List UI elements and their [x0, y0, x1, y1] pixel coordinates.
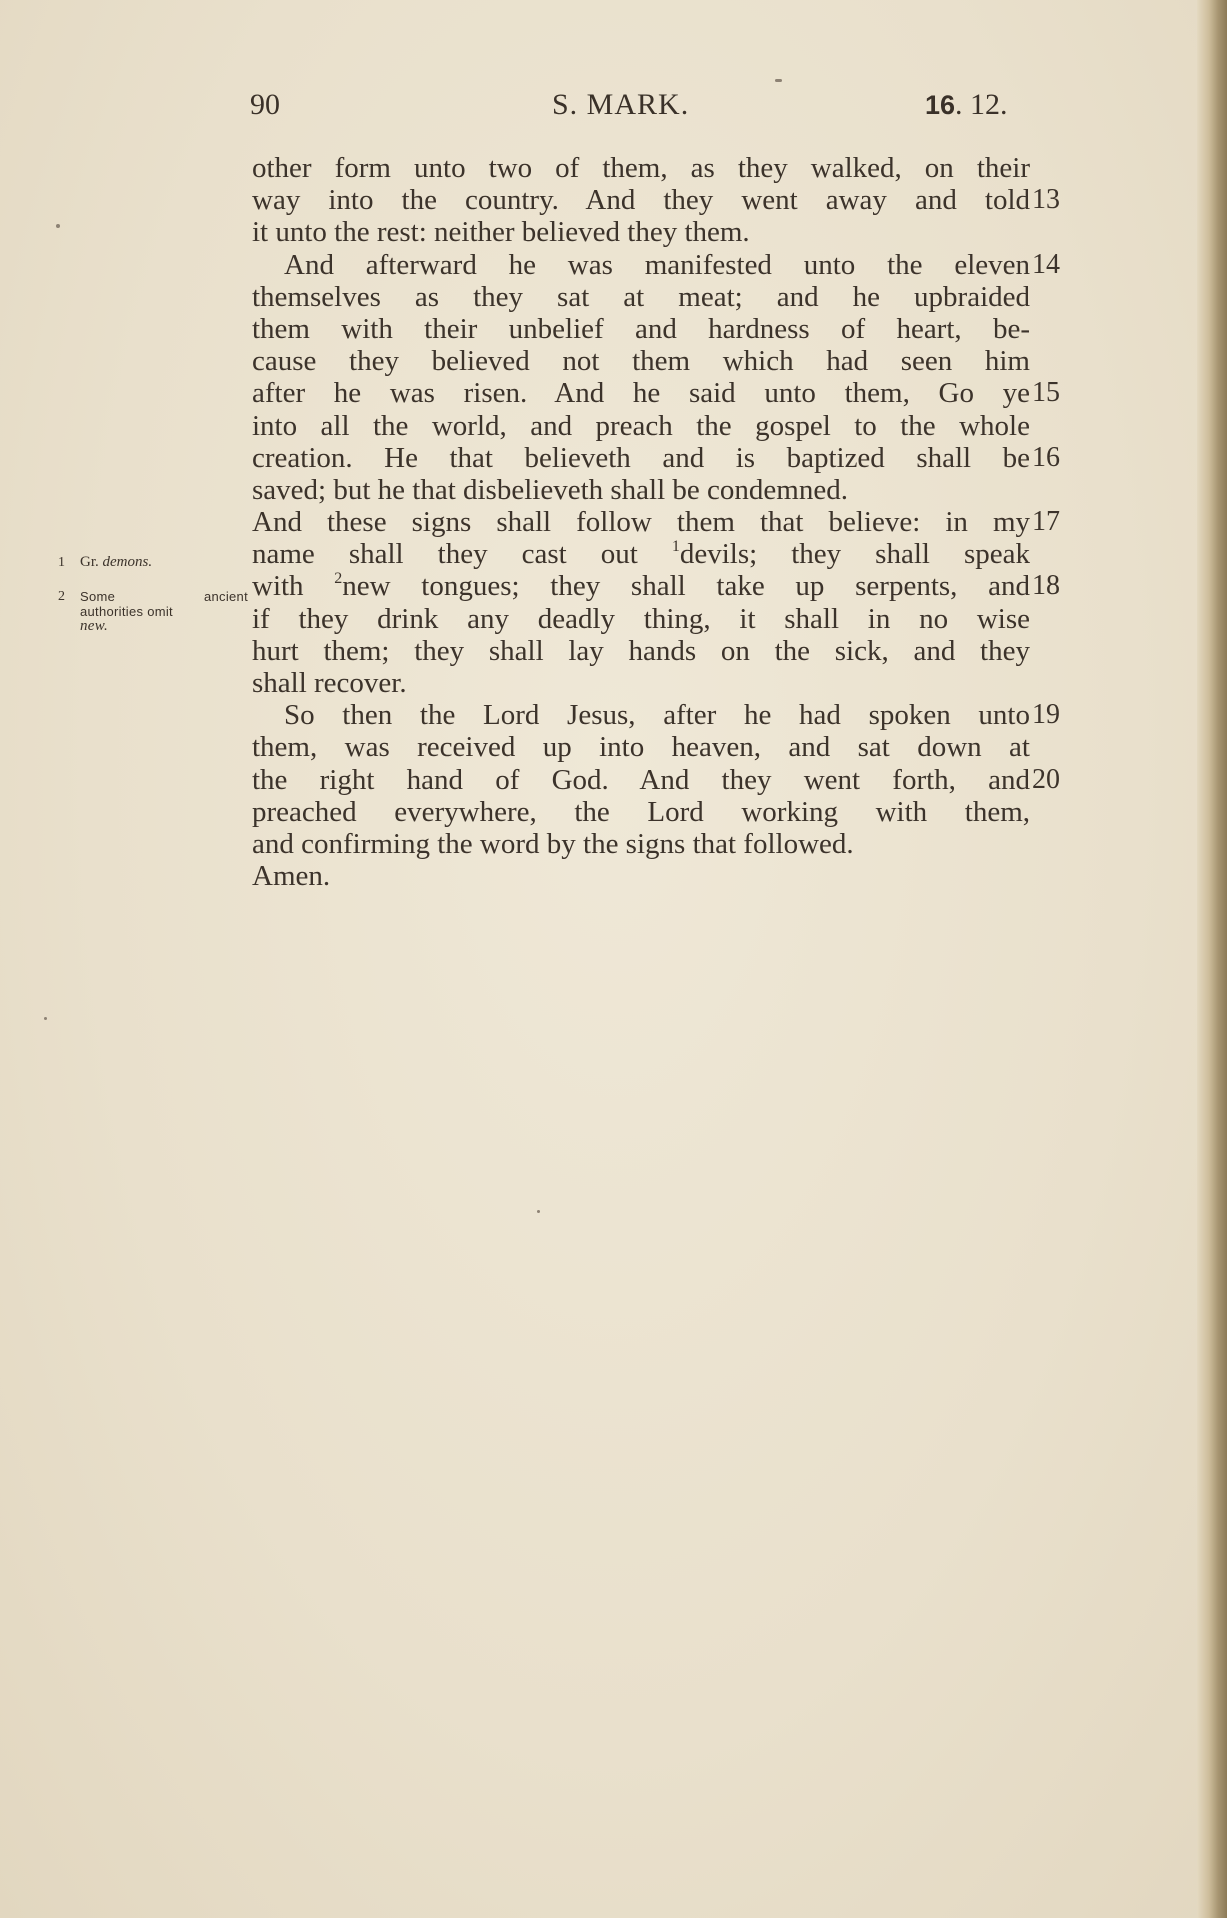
line-text: preached everywhere, the Lord working with them, — [252, 795, 1030, 828]
text-line — [252, 635, 1032, 667]
line-text: themselves as they sat at meat; and he upbraided — [252, 280, 1030, 313]
margin-note-1 — [58, 555, 248, 589]
line-text — [252, 570, 1030, 602]
line-text: cause they believed not them which had seen him — [252, 345, 1030, 378]
paper-fleck — [56, 224, 60, 228]
text-line — [252, 441, 1060, 474]
running-header — [240, 88, 1040, 128]
verse-number: 18 — [1032, 570, 1060, 602]
paper-fleck — [537, 1210, 540, 1213]
line-text: after he was risen. And he said unto them, Go ye — [252, 377, 1030, 410]
margin-note-line: Some ancient — [80, 589, 248, 604]
margin-note-italic: new. — [80, 618, 108, 634]
margin-note-italic: demons. — [102, 554, 153, 570]
line-text: it unto the rest: neither believed they them. — [252, 216, 750, 249]
text-line — [252, 603, 1032, 635]
margin-note-number: 1 — [58, 555, 65, 570]
verse-number: 20 — [1032, 763, 1060, 795]
margin-notes — [58, 555, 248, 649]
text-line — [252, 152, 1032, 184]
paper-fleck — [775, 79, 782, 82]
margin-note-text: Gr. — [80, 554, 103, 570]
margin-note-number: 2 — [58, 589, 65, 604]
line-text-part: devils; they shall speak — [679, 538, 1030, 571]
text-line — [252, 345, 1032, 377]
verse-number: 16 — [1032, 441, 1060, 473]
line-text: the right hand of God. And they went forth, and — [252, 763, 1030, 796]
text-line — [252, 763, 1060, 796]
line-text: hurt them; they shall lay hands on the sick, and they — [252, 634, 1030, 667]
text-line — [252, 248, 1060, 281]
text-line — [252, 377, 1060, 410]
verse-number: 14 — [1032, 248, 1060, 280]
margin-note-line: authorities omit — [80, 604, 173, 619]
line-text: them, was received up into heaven, and sat down at — [252, 731, 1030, 764]
line-text: other form unto two of them, as they walked, on their — [252, 152, 1030, 184]
margin-note-2 — [58, 589, 248, 649]
footnote-marker: 2 — [334, 570, 343, 588]
text-line — [252, 796, 1032, 828]
text-line — [252, 860, 1032, 892]
line-text: if they drink any deadly thing, it shall in no wise — [252, 602, 1030, 635]
line-text: And afterward he was manifested unto the eleven — [284, 248, 1030, 281]
text-line — [252, 184, 1060, 217]
text-line — [252, 667, 1032, 699]
text-line — [252, 570, 1060, 603]
footnote-marker: 1 — [671, 538, 680, 556]
line-text: them with their unbelief and hardness of heart, be- — [252, 312, 1030, 345]
text-line — [252, 538, 1032, 570]
text-line — [252, 474, 1032, 506]
page-number: 90 — [250, 88, 280, 121]
line-text: So then the Lord Jesus, after he had spoken unto — [284, 699, 1030, 732]
text-line — [252, 313, 1032, 345]
paper-fleck — [44, 1017, 47, 1020]
verse-number: 13 — [1032, 184, 1060, 216]
line-text-part: name shall they cast out — [252, 538, 672, 571]
book-title: S. MARK. — [552, 88, 690, 121]
line-text: way into the country. And they went away and told — [252, 184, 1030, 217]
line-text-part: with — [252, 570, 335, 603]
text-line — [252, 410, 1032, 442]
verse-number: 15 — [1032, 377, 1060, 409]
verse-reference: . — [955, 88, 971, 121]
line-text: Amen. — [252, 860, 331, 893]
line-text: saved; but he that disbelieveth shall be condemned. — [252, 473, 848, 506]
verse-number: 17 — [1032, 506, 1060, 538]
line-text: shall recover. — [252, 667, 407, 699]
page-edge-shadow — [1197, 0, 1227, 1918]
line-text: into all the world, and preach the gospel to the whole — [252, 409, 1030, 442]
line-text-part: new tongues; they shall take up serpents, and — [342, 570, 1030, 603]
text-line — [252, 216, 1032, 248]
line-text: and confirming the word by the signs that followed. — [252, 827, 854, 860]
line-text — [252, 538, 1030, 570]
line-text: And these signs shall follow them that believe: in my — [252, 506, 1030, 539]
chapter-verse-reference — [925, 88, 1008, 122]
text-line — [252, 506, 1060, 539]
text-line — [252, 699, 1060, 732]
text-line — [252, 281, 1032, 313]
text-line — [252, 731, 1032, 763]
scripture-text — [252, 152, 1060, 893]
text-line — [252, 828, 1032, 860]
chapter-number: 16 — [925, 90, 956, 120]
verse-number: 19 — [1032, 699, 1060, 731]
verse-number-header: 12. — [970, 88, 1008, 121]
line-text: creation. He that believeth and is baptized shall be — [252, 441, 1030, 474]
